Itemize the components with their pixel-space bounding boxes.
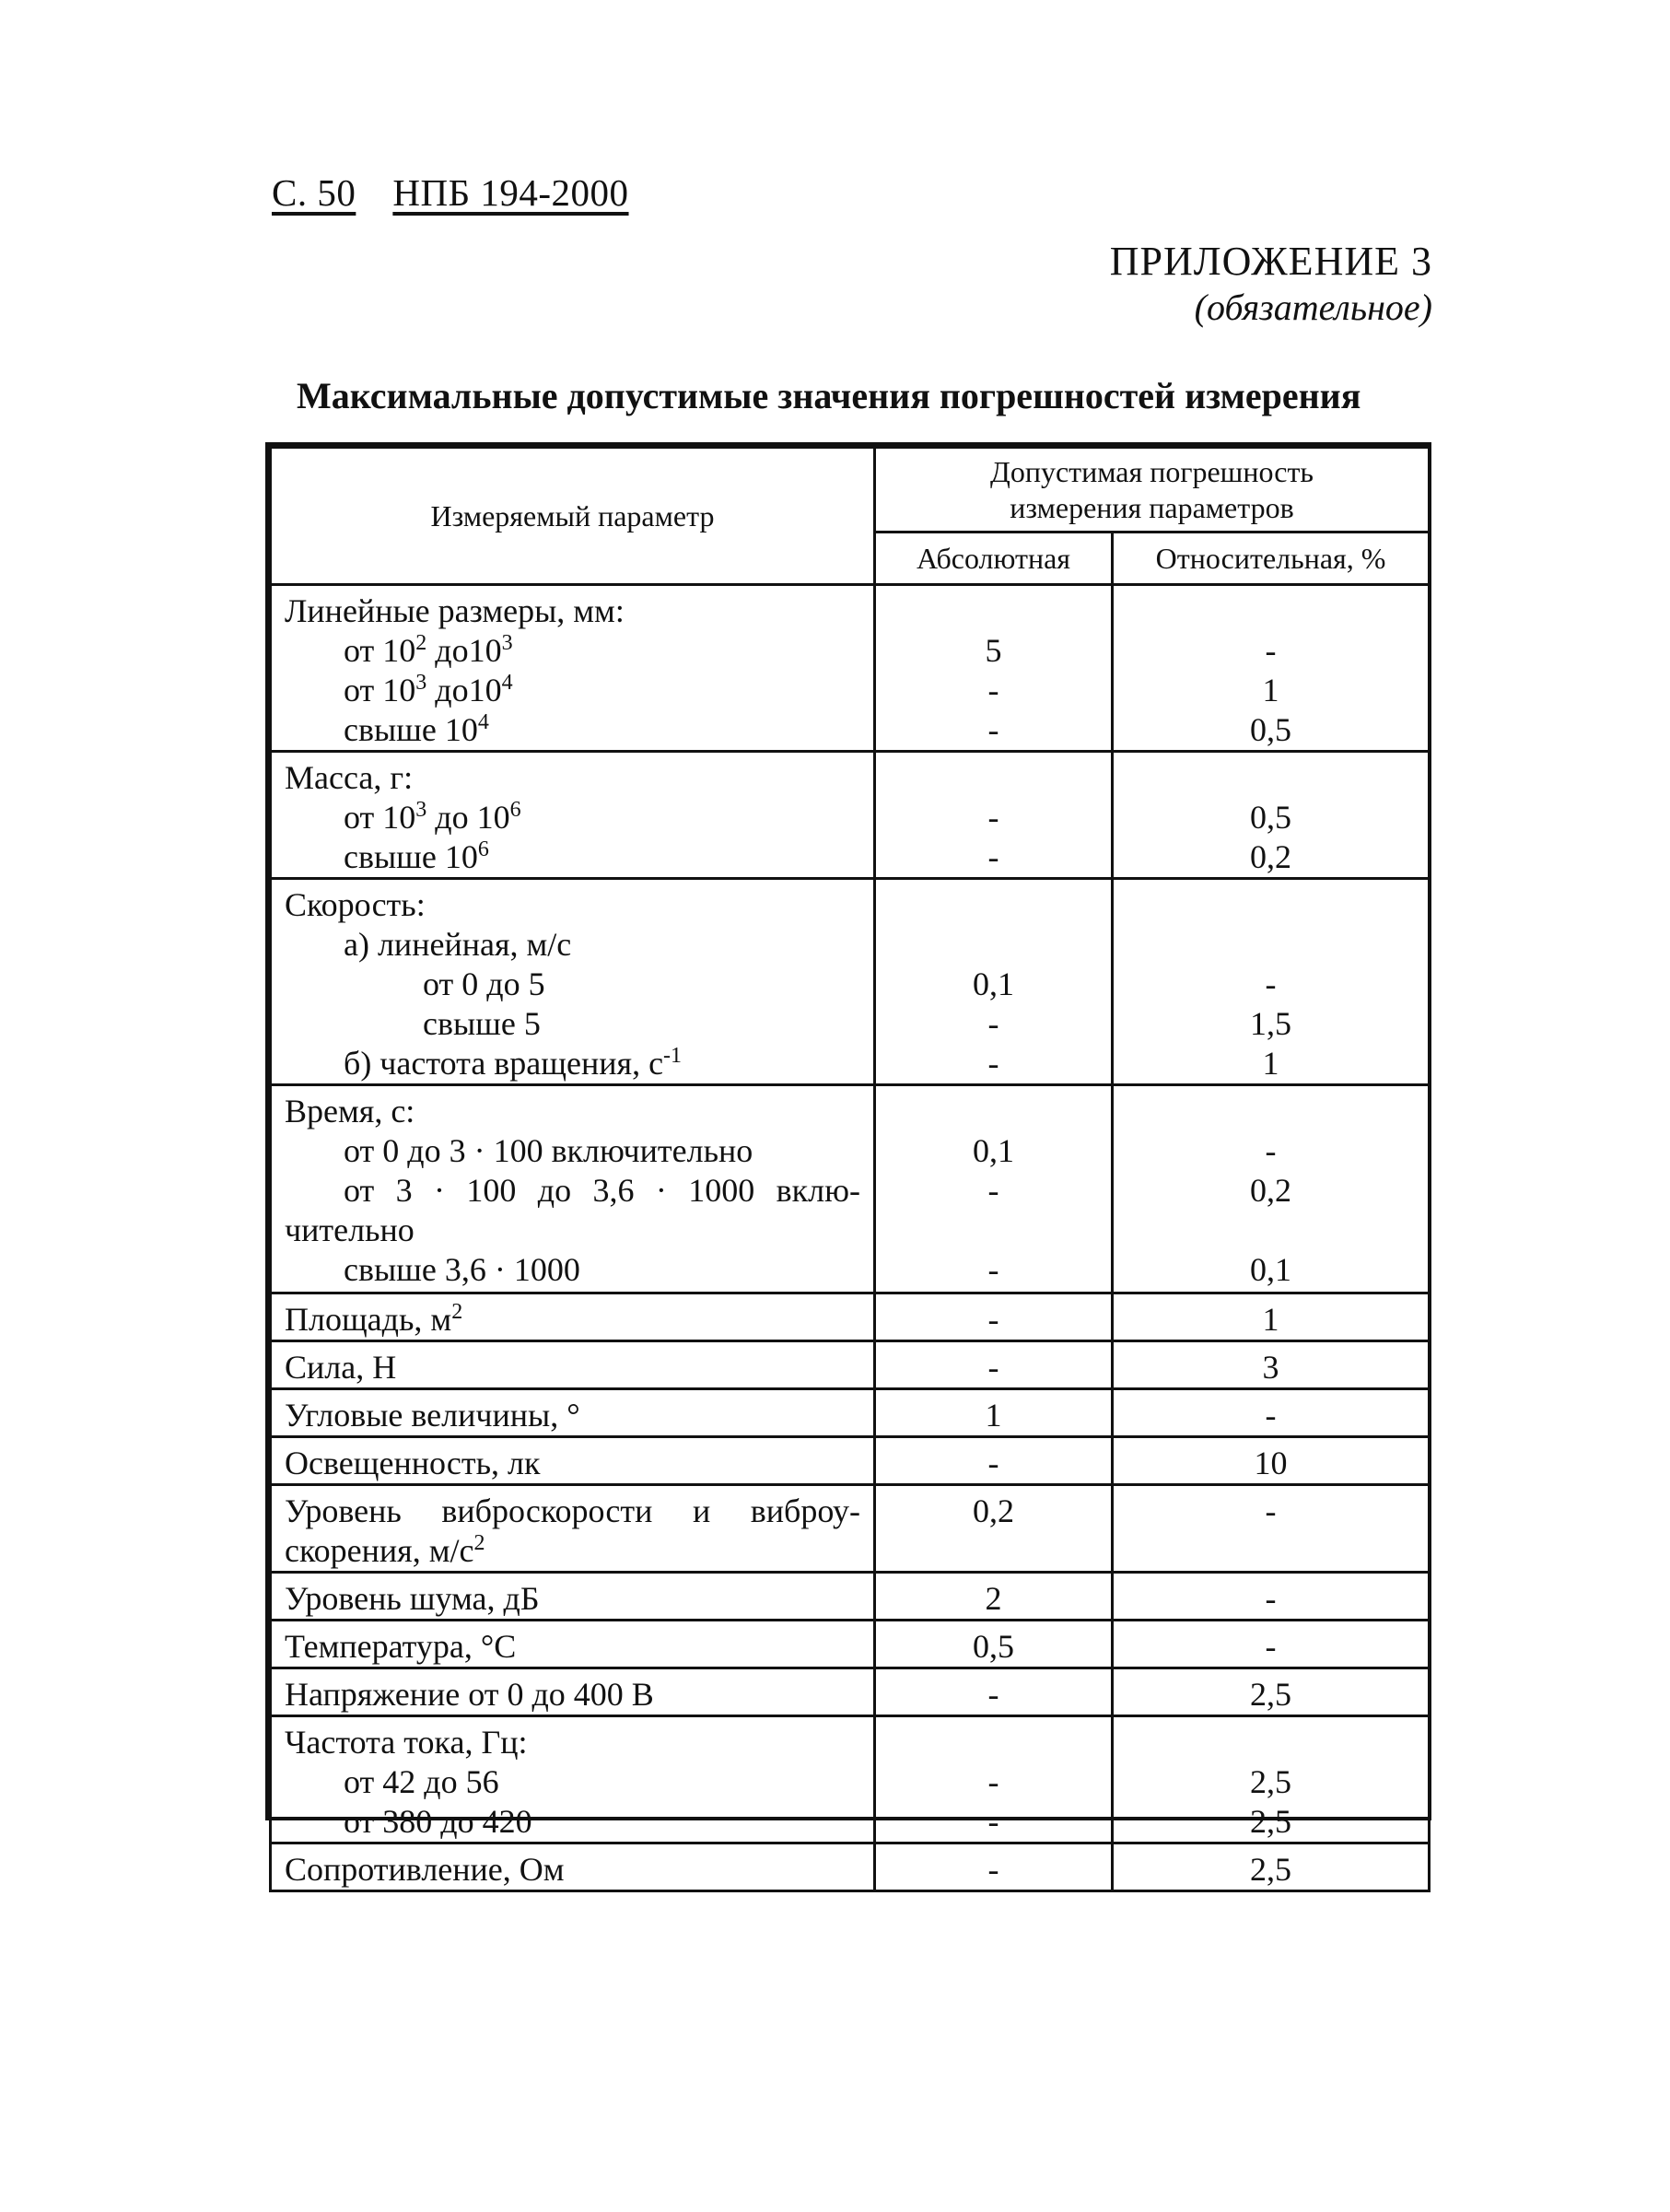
rel-value: 0,5 xyxy=(1250,799,1291,836)
param-cell: Площадь, $м^2$ xyxy=(271,1293,875,1341)
rel-value: 1 xyxy=(1262,1045,1279,1082)
param-cell xyxy=(271,1485,875,1573)
abs-value: 0,1 xyxy=(973,1132,1014,1169)
col-header-relative: Относительная, % xyxy=(1113,533,1430,585)
param-title: Время, с: xyxy=(285,1093,415,1129)
param-line: чительно xyxy=(285,1211,415,1248)
param-cell xyxy=(271,879,875,1085)
abs-value: - xyxy=(987,1803,999,1840)
param-line: от $10^2$ $до10^3$ xyxy=(344,631,513,669)
abs-value: 2 xyxy=(875,1573,1113,1621)
rel-value: - xyxy=(1265,632,1277,669)
rel-value: 2,5 xyxy=(1113,1843,1430,1891)
document-code: НПБ 194-2000 xyxy=(392,171,629,214)
param-line: от 380 до 420 xyxy=(344,1803,532,1840)
error-table xyxy=(265,442,1431,1888)
col-header-parameter: Измеряемый параметр xyxy=(271,448,875,585)
param-cell xyxy=(271,1716,875,1843)
rel-value: 2,5 xyxy=(1250,1763,1291,1800)
appendix-note: (обязательное) xyxy=(1194,287,1432,328)
abs-cell xyxy=(875,1716,1113,1843)
rel-value: - xyxy=(1113,1389,1430,1437)
table-row xyxy=(271,1437,1430,1485)
abs-value: - xyxy=(987,1763,999,1800)
page-number: С. 50 xyxy=(272,171,356,214)
param-line: свыше $10^6$ xyxy=(344,837,489,875)
table-row xyxy=(271,1085,1430,1293)
rel-value: - xyxy=(1265,1132,1277,1169)
rel-value: 10 xyxy=(1113,1437,1430,1485)
rel-value: - xyxy=(1113,1621,1430,1668)
param-cell: Сила, Н xyxy=(271,1341,875,1389)
abs-value: - xyxy=(987,799,999,836)
param-cell xyxy=(271,1085,875,1293)
param-line: скорения, $м/с^2$ xyxy=(285,1531,485,1569)
param-cell xyxy=(271,752,875,879)
table-row xyxy=(271,1668,1430,1716)
table-row xyxy=(271,1843,1430,1891)
param-cell: Напряжение от 0 до 400 В xyxy=(271,1668,875,1716)
abs-value: - xyxy=(875,1293,1113,1341)
abs-value: - xyxy=(875,1437,1113,1485)
rel-value: - xyxy=(1113,1485,1430,1573)
rel-value: 0,5 xyxy=(1250,711,1291,748)
rel-value: 0,1 xyxy=(1250,1251,1291,1288)
abs-value: - xyxy=(875,1668,1113,1716)
table-row xyxy=(271,1621,1430,1668)
param-line: от 42 до 56 xyxy=(344,1763,499,1800)
rel-value: 1,5 xyxy=(1250,1005,1291,1042)
table-row xyxy=(271,585,1430,752)
table-row xyxy=(271,752,1430,879)
rel-value: - xyxy=(1265,966,1277,1002)
param-line: Уровень виброскорости и виброу- xyxy=(285,1492,860,1529)
abs-value: - xyxy=(987,838,999,875)
abs-value: - xyxy=(987,1005,999,1042)
abs-cell xyxy=(875,879,1113,1085)
col-header-absolute: Абсолютная xyxy=(875,533,1113,585)
rel-value: - xyxy=(1113,1573,1430,1621)
abs-cell xyxy=(875,585,1113,752)
abs-value: - xyxy=(875,1843,1113,1891)
param-cell: Угловые величины, ° xyxy=(271,1389,875,1437)
rel-value: 0,2 xyxy=(1250,838,1291,875)
abs-value: 0,5 xyxy=(875,1621,1113,1668)
table-row xyxy=(271,1573,1430,1621)
abs-value: 0,2 xyxy=(875,1485,1113,1573)
rel-cell xyxy=(1113,879,1430,1085)
abs-cell xyxy=(875,1085,1113,1293)
table-row xyxy=(271,1389,1430,1437)
param-title: Линейные размеры, мм: xyxy=(285,592,625,629)
param-cell: Сопротивление, Ом xyxy=(271,1843,875,1891)
rel-value: 1 xyxy=(1262,672,1279,708)
param-line: свыше 5 xyxy=(423,1005,541,1042)
rel-value: 2,5 xyxy=(1113,1668,1430,1716)
rel-value: 1 xyxy=(1113,1293,1430,1341)
param-line: от $10^3$ до $10^6$ xyxy=(344,798,521,836)
param-line: от 0 до 3 · 100 включительно xyxy=(344,1132,753,1169)
table-row xyxy=(271,879,1430,1085)
param-line: от 0 до 5 xyxy=(423,966,545,1002)
table-title: Максимальные допустимые значения погрешностей измерения xyxy=(297,375,1361,416)
abs-value: 5 xyxy=(985,632,1002,669)
rel-cell xyxy=(1113,585,1430,752)
abs-cell xyxy=(875,752,1113,879)
rel-value: 2,5 xyxy=(1250,1803,1291,1840)
param-line: а) линейная, м/с xyxy=(344,926,572,963)
abs-value: - xyxy=(875,1341,1113,1389)
table-row xyxy=(271,1485,1430,1573)
param-line: от 3 · 100 до 3,6 · 1000 вклю- xyxy=(344,1172,860,1209)
param-cell: Температура, °С xyxy=(271,1621,875,1668)
rel-value: 0,2 xyxy=(1250,1172,1291,1209)
page-header xyxy=(272,170,629,215)
table-row xyxy=(271,1293,1430,1341)
param-cell xyxy=(271,585,875,752)
param-cell: Освещенность, лк xyxy=(271,1437,875,1485)
appendix-title: ПРИЛОЖЕНИЕ 3 xyxy=(1109,239,1432,284)
param-line: свыше 3,6 · 1000 xyxy=(344,1251,580,1288)
abs-value: - xyxy=(987,711,999,748)
abs-value: - xyxy=(987,1172,999,1209)
table-row xyxy=(271,1341,1430,1389)
abs-value: - xyxy=(987,1251,999,1288)
rel-cell xyxy=(1113,752,1430,879)
col-header-group: Допустимая погрешность измерения параметров xyxy=(875,448,1430,533)
abs-value: - xyxy=(987,1045,999,1082)
param-title: Частота тока, Гц: xyxy=(285,1724,528,1761)
param-title: Масса, г: xyxy=(285,759,414,796)
param-line: свыше $10^4$ xyxy=(344,710,489,748)
rel-cell xyxy=(1113,1716,1430,1843)
param-line: б) частота вращения, $с^{-1}$ xyxy=(344,1044,683,1082)
abs-value: 1 xyxy=(875,1389,1113,1437)
rel-cell xyxy=(1113,1085,1430,1293)
abs-value: - xyxy=(987,672,999,708)
param-title: Скорость: xyxy=(285,886,426,923)
abs-value: 0,1 xyxy=(973,966,1014,1002)
table-row xyxy=(271,1716,1430,1843)
param-line: от $10^3$ $до10^4$ xyxy=(344,671,513,708)
rel-value: 3 xyxy=(1113,1341,1430,1389)
param-cell: Уровень шума, дБ xyxy=(271,1573,875,1621)
